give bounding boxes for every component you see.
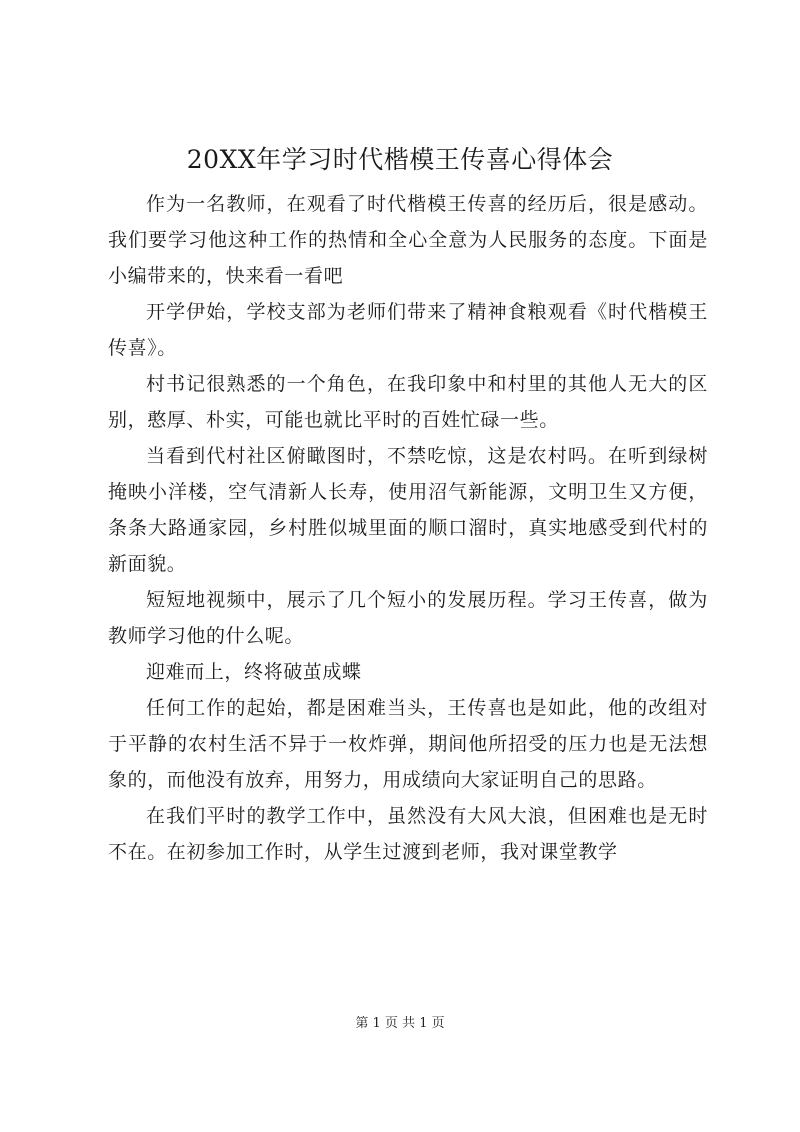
paragraph: 任何工作的起始，都是困难当头，王传喜也是如此，他的改组对于平静的农村生活不异于一枚炸弹，期间他所招受的压力也是无法想象的，而他没有放弃，用努力，用成绩向大家证明自己的思路。 — [108, 697, 708, 791]
paragraph: 当看到代村社区俯瞰图时，不禁吃惊，这是农村吗。在听到绿树掩映小洋楼，空气清新人长寿，使用沼气新能源，文明卫生又方便，条条大路通家园，乡村胜似城里面的顺口溜时，真实地感受到代村的新面貌。 — [108, 445, 708, 575]
paragraph: 作为一名教师，在观看了时代楷模王传喜的经历后，很是感动。我们要学习他这种工作的热情和全心全意为人民服务的态度。下面是小编带来的，快来看一看吧 — [108, 193, 708, 287]
paragraph: 迎难而上，终将破茧成蝶 — [146, 661, 362, 683]
page-footer: 第 1 页 共 1 页 — [355, 1016, 445, 1031]
paragraph: 在我们平时的教学工作中，虽然没有大风大浪，但困难也是无时不在。在初参加工作时，从学生过渡到老师，我对课堂教学 — [108, 805, 708, 863]
document-body — [108, 186, 708, 870]
paragraph: 短短地视频中，展示了几个短小的发展历程。学习王传喜，做为教师学习他的什么呢。 — [108, 589, 708, 647]
paragraph: 村书记很熟悉的一个角色，在我印象中和村里的其他人无大的区别，憨厚、朴实，可能也就比平时的百姓忙碌一些。 — [108, 373, 708, 431]
document-title: 20XX年学习时代楷模王传喜心得体会 — [186, 145, 614, 174]
paragraph: 开学伊始，学校支部为老师们带来了精神食粮观看《时代楷模王传喜》。 — [108, 301, 708, 359]
